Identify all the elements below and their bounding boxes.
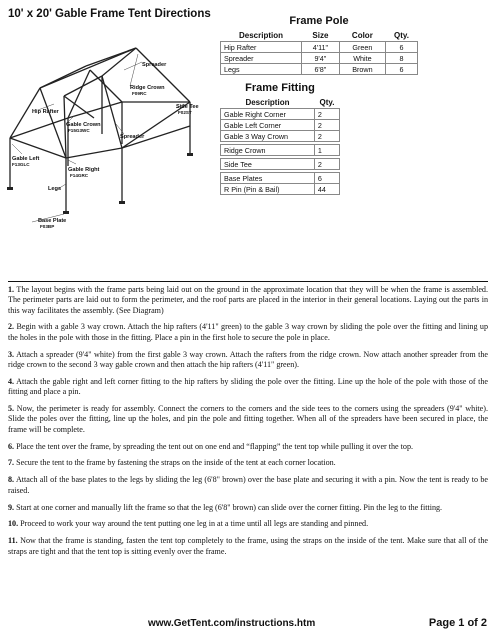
step-text: Attach the gable right and left corner fitting to the hip rafters by sliding the pole over the fitting. Line up the hole of the pole with those of the fitting and place a pin. xyxy=(8,376,488,397)
step-text: Begin with a gable 3 way crown. Attach the hip rafters (4'11" green) to the gable 3 way crown by sliding the pole over the fitting and lining up the holes in the pole with those in the fitting. Place a pin in the first hole to secure the pole in place. xyxy=(8,322,488,342)
label-gable-crown: Gable Crown xyxy=(66,122,101,128)
cell-desc: Hip Rafter xyxy=(221,42,302,53)
table-row xyxy=(221,173,340,184)
header-qty: Qty. xyxy=(394,31,409,40)
label-hip-rafter: Hip Rafter xyxy=(32,109,59,115)
step-number: 8. xyxy=(8,475,15,485)
cell-desc: Gable Left Corner xyxy=(221,120,315,131)
cell-qty: 6 xyxy=(385,42,417,53)
step-item xyxy=(8,442,488,452)
step-number: 2. xyxy=(8,322,15,332)
step-item xyxy=(8,285,488,316)
step-item xyxy=(8,377,488,398)
table-row xyxy=(221,109,340,120)
step-number: 9. xyxy=(8,502,15,512)
step-number: 4. xyxy=(8,376,15,386)
label-side-tee: Side Tee xyxy=(176,104,199,110)
step-item xyxy=(8,322,488,343)
table-row xyxy=(221,42,418,53)
frame-fitting-table xyxy=(220,97,340,195)
cell-size: 6'8" xyxy=(302,64,340,75)
label-ridge-crown: Ridge Crown xyxy=(130,85,165,91)
cell-desc: R Pin (Pin & Bail) xyxy=(221,184,315,195)
cell-color: Brown xyxy=(339,64,385,75)
label-spreader-top: Spreader xyxy=(142,62,167,68)
label-gable-right: Gable Right xyxy=(68,167,100,173)
header-color: Color xyxy=(351,31,373,40)
cell-qty: 2 xyxy=(314,131,339,142)
step-text: Proceed to work your way around the tent putting one leg in at a time until all legs are standing and pinned. xyxy=(20,519,369,529)
label-gable-left: Gable Left xyxy=(12,156,40,162)
step-number: 1. xyxy=(8,285,15,294)
parts-tables xyxy=(220,14,418,195)
step-number: 6. xyxy=(8,441,15,451)
label-base-plate: Base Plate xyxy=(38,218,67,224)
table-header-row xyxy=(221,30,418,42)
cell-qty: 8 xyxy=(385,53,417,64)
instruction-steps xyxy=(8,285,488,563)
step-text: Place the tent over the frame, by spreading the tent out on one end and “flapping” the tent top while pulling it over the top. xyxy=(16,441,414,451)
step-text: Start at one corner and manually lift the frame so that the leg (6'8" brown) can slide over the corner fitting. Pin the leg to the fitting. xyxy=(16,502,443,512)
cell-qty: 44 xyxy=(314,184,339,195)
header-description: Description xyxy=(245,98,290,107)
section-divider xyxy=(8,281,488,282)
label-ridge-crown-code: F09RC xyxy=(132,91,147,96)
document-title: 10' x 20' Gable Frame Tent Directions xyxy=(8,8,211,20)
label-side-tee-code: F02ST xyxy=(178,110,192,115)
table-header-row xyxy=(221,97,340,109)
table-row xyxy=(221,131,340,142)
step-text: Attach all of the base plates to the legs by sliding the leg (6'8" brown) over the base plate and securing it with a pin. Now the tent is ready to be raised. xyxy=(8,475,488,495)
label-spreader-mid: Spreader xyxy=(120,134,145,140)
cell-desc: Ridge Crown xyxy=(221,145,315,156)
base-plates xyxy=(7,153,193,214)
frame-fitting-section xyxy=(220,81,418,195)
cell-qty: 6 xyxy=(314,173,339,184)
step-number: 7. xyxy=(8,458,15,468)
frame-pole-table xyxy=(220,30,418,75)
header-size: Size xyxy=(312,31,329,40)
label-gable-left-code: F13GLC xyxy=(12,162,30,167)
frame-fitting-title: Frame Fitting xyxy=(245,82,315,94)
label-legs: Legs xyxy=(48,186,62,192)
cell-qty: 2 xyxy=(314,159,339,170)
step-text: Now, the perimeter is ready for assembly. Connect the corners to the corners and the side tees to the corners using the spreaders (9'4" white). Slide the poles over the fitting, line up the holes, and pin the pole and fitting together. When all of the spreaders have been secured in place, the frame will be complete. xyxy=(8,404,488,434)
cell-color: Green xyxy=(339,42,385,53)
step-item xyxy=(8,404,488,435)
cell-size: 9'4" xyxy=(302,53,340,64)
step-item xyxy=(8,475,488,496)
cell-desc: Gable Right Corner xyxy=(221,109,315,120)
label-gable-crown-code: F15G3WC xyxy=(68,128,90,133)
header-qty: Qty. xyxy=(319,98,335,107)
step-item xyxy=(8,519,488,529)
table-row xyxy=(221,159,340,170)
step-item xyxy=(8,536,488,557)
cell-desc: Gable 3 Way Crown xyxy=(221,131,315,142)
cell-desc: Base Plates xyxy=(221,173,315,184)
cell-size: 4'11" xyxy=(302,42,340,53)
cell-qty: 1 xyxy=(314,145,339,156)
step-item xyxy=(8,503,488,513)
cell-qty: 6 xyxy=(385,64,417,75)
frame-poles xyxy=(10,48,190,212)
step-text: The layout begins with the frame parts being laid out on the ground in the approximate location that they will be when the frame is assembled. The perimeter parts are laid out to form the perimeter, and the roof parts are placed in the interior in their general locations. Laying out the parts in this way facilitates the assembly. (See Diagram) xyxy=(8,285,488,315)
step-number: 11. xyxy=(8,536,18,546)
table-row xyxy=(221,64,418,75)
step-text: Now that the frame is standing, fasten the tent top completely to the frame, using the straps on the inside of the tent. Make sure that all of the straps are tight and that the tent top is sitting evenly over the frame. xyxy=(8,536,488,556)
cell-qty: 2 xyxy=(314,120,339,131)
cell-qty: 2 xyxy=(314,109,339,120)
label-leaders xyxy=(12,54,184,222)
table-row xyxy=(221,120,340,131)
frame-pole-title: Frame Pole xyxy=(289,15,349,27)
cell-color: White xyxy=(339,53,385,64)
label-base-plate-code: F03BP xyxy=(40,224,55,229)
table-row xyxy=(221,53,418,64)
tent-frame-diagram xyxy=(4,26,216,278)
step-item xyxy=(8,458,488,468)
step-text: Attach a spreader (9'4" white) from the first gable 3 way crown. Attach the rafters from the ridge crown. Now attach another spreader from the ridge crown to the second 3 way gable crown and then attach the hip rafters (4'11" green). xyxy=(8,349,488,369)
step-text: Secure the tent to the frame by fastening the straps on the inside of the tent at each corner location. xyxy=(16,458,336,468)
table-row xyxy=(221,184,340,195)
cell-desc: Legs xyxy=(221,64,302,75)
header-description: Description xyxy=(239,31,284,40)
step-item xyxy=(8,350,488,371)
cell-desc: Spreader xyxy=(221,53,302,64)
page-number: Page 1 of 2 xyxy=(428,617,487,629)
step-number: 10. xyxy=(8,519,19,529)
label-gable-right-code: F14GRC xyxy=(70,173,89,178)
table-row xyxy=(221,145,340,156)
step-number: 5. xyxy=(8,404,15,414)
footer-url-link[interactable]: www.GetTent.com/instructions.htm xyxy=(148,618,316,629)
step-number: 3. xyxy=(8,349,15,359)
cell-desc: Side Tee xyxy=(221,159,315,170)
